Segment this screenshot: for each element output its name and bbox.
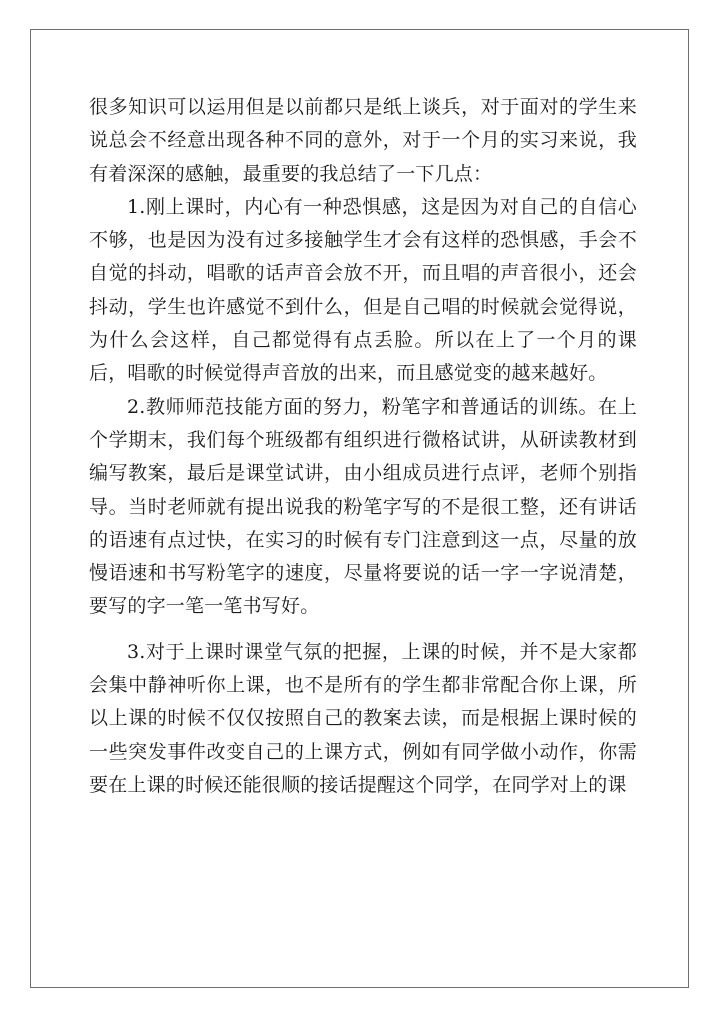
paragraph-point-1: 1.刚上课时，内心有一种恐惧感，这是因为对自己的自信心不够，也是因为没有过多接触学生才会有这样的恐惧感，手会不自觉的抖动，唱歌的话声音会放不开，而且唱的声音很小，还会抖动，学生也许感觉不到什么，但是自己唱的时候就会觉得说，为什么会这样，自己都觉得有点丢脸。所以在上了一个月的课后，唱歌的时候觉得声音放的出来，而且感觉变的越来越好。 xyxy=(89,195,637,385)
document-body xyxy=(89,91,637,802)
paragraph-intro: 很多知识可以运用但是以前都只是纸上谈兵，对于面对的学生来说总会不经意出现各种不同的意外，对于一个月的实习来说，我有着深深的感触，最重要的我总结了一下几点： xyxy=(89,96,637,185)
paragraph-point-2: 2.教师师范技能方面的努力，粉笔字和普通话的训练。在上个学期末，我们每个班级都有组织进行微格试讲，从研读教材到编写教案，最后是课堂试讲，由小组成员进行点评，老师个别指导。当时老师就有提出说我的粉笔字写的不是很工整，还有讲话的语速有点过快，在实习的时候有专门注意到这一点，尽量的放慢语速和书写粉笔字的速度，尽量将要说的话一字一字说清楚，要写的字一笔一笔书写好。 xyxy=(89,395,637,618)
paragraph-point-3: 3.对于上课时课堂气氛的把握，上课的时候，并不是大家都会集中静神听你上课，也不是所有的学生都非常配合你上课，所以上课的时候不仅仅按照自己的教案去读，而是根据上课时候的一些突发事件改变自己的上课方式，例如有同学做小动作，你需要在上课的时候还能很顺的接话提醒这个同学，在同学对上的课 xyxy=(89,640,637,796)
